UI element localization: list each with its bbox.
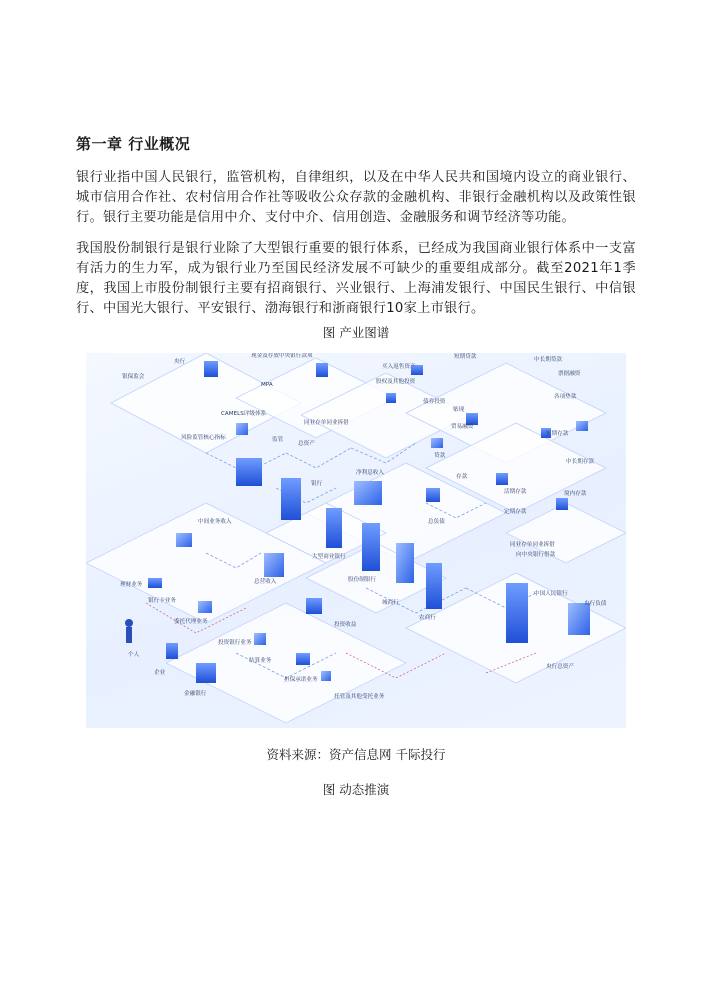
label-risk-core: 风险监管核心指标 — [181, 435, 226, 441]
label-fin-inst: 金融银行 — [184, 691, 207, 697]
label-big-banks: 大型商业银行 — [312, 554, 346, 560]
label-short-deposits: 短期存款 — [546, 431, 569, 437]
label-invest-bank: 投资银行业务 — [218, 640, 252, 646]
label-agency: 委托代理业务 — [174, 619, 208, 625]
label-guarantee: 担保承诺业务 — [284, 677, 318, 683]
label-trade-finance: 贸易融资 — [451, 424, 474, 430]
label-rural-banks: 农商行 — [419, 615, 436, 621]
figure-caption-dynamic: 图 动态推演 — [322, 782, 390, 797]
label-long-deposits: 中长期存款 — [566, 459, 594, 465]
label-custody: 托管及其他受托业务 — [334, 694, 385, 700]
label-central-assets: 央行总资产 — [546, 664, 574, 670]
label-total-liab: 总负债 — [428, 519, 445, 525]
diagram-platforms — [86, 353, 626, 723]
label-interbank-deposits: 同业存单同业拆借 — [304, 420, 349, 426]
figure-caption: 图 产业图谱 — [322, 325, 390, 340]
label-central-bank: 央行 — [174, 359, 186, 365]
label-deposits: 存款 — [456, 474, 468, 480]
label-bank-card: 银行卡业务 — [148, 598, 176, 604]
label-camels: CAMELS评级体系 — [221, 411, 267, 417]
label-central-liab: 央行负债 — [584, 601, 607, 607]
label-overseas-deposits: 境内存款 — [564, 491, 587, 497]
label-bill-finance: 票据融资 — [558, 371, 581, 377]
label-supervision: 监管 — [272, 437, 284, 443]
label-reserve: 现金及存放中央银行款项 — [251, 353, 313, 359]
industry-map-diagram — [86, 353, 626, 728]
label-wealth-mgmt: 理财业务 — [120, 582, 143, 588]
label-reverse-repo: 买入返售资产 — [382, 364, 416, 370]
label-net-interest: 净利息收入 — [356, 470, 384, 476]
label-bank: 银行 — [311, 481, 323, 487]
label-loans: 贷款 — [434, 453, 446, 459]
label-personal: 个人 — [128, 652, 140, 658]
chapter-title: 第一章 行业概况 — [76, 135, 191, 153]
label-pboc: 中国人民银行 — [534, 591, 568, 597]
label-total-assets: 总资产 — [298, 441, 315, 447]
label-various-advances: 各项垫款 — [554, 394, 577, 400]
source-caption: 资料来源：资产信息网 千际投行 — [266, 747, 446, 762]
label-short-loans: 短期贷款 — [454, 354, 477, 360]
label-total-income: 总营收入 — [254, 579, 277, 585]
label-interbank-liab: 同业存单同业拆借 — [510, 542, 555, 548]
label-mid-long-loans: 中长期贷款 — [534, 357, 562, 363]
label-mpa: MPA — [261, 382, 273, 388]
industry-map-figure — [86, 353, 626, 728]
label-corporate: 企业 — [154, 670, 166, 676]
label-demand-deposits: 活期存款 — [504, 489, 527, 495]
paragraph-joint-stock: 我国股份制银行是银行业除了大型银行重要的银行体系，已经成为我国商业银行体系中一支富有活力的生力军，成为银行业乃至国民经济发展不可缺少的重要组成部分。截至2021年1季度，我国上市股份制银行主要有招商银行、兴业银行、上海浦发银行、中国民生银行、中信银行、中国光大银行、平安银行、渤海银行和浙商银行10家上市银行。 — [76, 241, 636, 316]
label-discount: 贴现 — [453, 407, 465, 413]
paragraph-intro: 银行业指中国人民银行，监管机构，自律组织，以及在中华人民共和国境内设立的商业银行、城市信用合作社、农村信用合作社等吸收公众存款的金融机构、非银行金融机构以及政策性银行。银行主要功能是信用中介、支付中介、信用创造、金融服务和调节经济等功能。 — [76, 170, 636, 225]
label-city-banks: 城商行 — [382, 600, 399, 606]
label-time-deposits: 定期存款 — [504, 509, 527, 515]
label-settlement: 结算业务 — [249, 658, 272, 664]
label-invest-income: 投资收益 — [334, 622, 357, 628]
label-equity-invest: 股权及其他投资 — [376, 379, 416, 385]
label-bank-supervision: 银保监会 — [122, 374, 145, 380]
label-joint-stock: 股份制银行 — [348, 577, 376, 583]
label-bond-invest: 债券投资 — [423, 399, 446, 405]
label-borrow-central: 向中央银行借款 — [516, 552, 556, 558]
label-fee-income: 中间业务收入 — [198, 519, 232, 525]
